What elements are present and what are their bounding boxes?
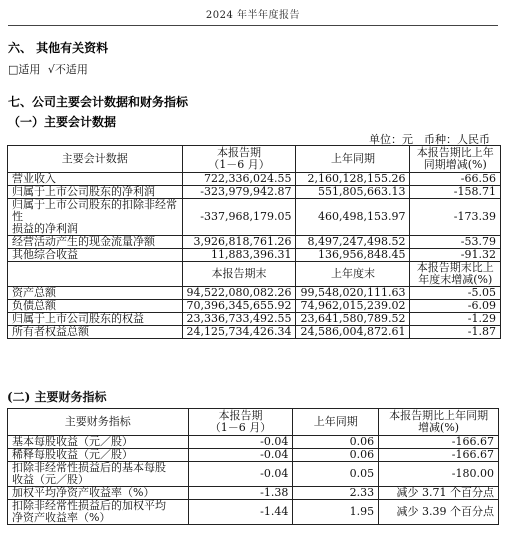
value-cell: -337,968,179.05 [182, 199, 296, 236]
value-cell: -53.79 [410, 236, 501, 249]
table-row [8, 449, 499, 462]
value-cell: -91.32 [410, 249, 501, 262]
row-label-cell: 所有者权益总额 [8, 326, 183, 339]
selected-option-label: 不适用 [54, 63, 88, 76]
table-row [8, 173, 501, 186]
table-row [8, 300, 501, 313]
table-row [8, 199, 501, 236]
value-cell: 136,956,848.45 [296, 249, 410, 262]
value-cell: 24,125,734,426.34 [182, 326, 296, 339]
value-cell: 23,641,580,789.52 [296, 313, 410, 326]
table-header-cell: 本报告期 （1－6 月） [188, 409, 293, 436]
not-applicable-option: □适用 [8, 63, 41, 76]
section-7-title: 七、公司主要会计数据和财务指标 [8, 95, 189, 109]
value-cell: 8,497,247,498.52 [296, 236, 410, 249]
row-label-cell: 资产总额 [8, 287, 183, 300]
table-row [8, 186, 501, 199]
table-row [8, 236, 501, 249]
value-cell: 24,586,004,872.61 [296, 326, 410, 339]
page-header-title: 2024 年半年度报告 [205, 10, 301, 21]
value-cell: 460,498,153.97 [296, 199, 410, 236]
row-label-cell: 扣除非经常性损益后的加权平均 净资产收益率（%） [8, 500, 189, 525]
value-cell: 74,962,015,239.02 [296, 300, 410, 313]
value-cell: -0.04 [188, 462, 293, 487]
row-label-cell: 稀释每股收益（元／股） [8, 449, 189, 462]
value-cell: 11,883,396.31 [182, 249, 296, 262]
table-header-cell: 本报告期末比上 年度末增减(%) [410, 262, 501, 287]
unit-currency-label: 单位：元 币种：人民币 [369, 133, 490, 146]
row-label-cell: 营业收入 [8, 173, 183, 186]
row-label-cell: 归属于上市公司股东的净利润 [8, 186, 183, 199]
value-cell: 3,926,818,761.26 [182, 236, 296, 249]
row-label-cell: 基本每股收益（元／股） [8, 436, 189, 449]
table-header-cell: 上年同期 [296, 146, 410, 173]
subsection-accounting-data-title: （一）主要会计数据 [8, 115, 117, 129]
value-cell: 722,336,024.55 [182, 173, 296, 186]
accounting-data-table [7, 145, 501, 339]
table-row [8, 249, 501, 262]
table-row [8, 500, 499, 525]
table-row [8, 313, 501, 326]
table-row [8, 436, 499, 449]
value-cell: -5.05 [410, 287, 501, 300]
value-cell: -1.38 [188, 487, 293, 500]
table-header-cell: 主要会计数据 [8, 146, 183, 173]
table-header-cell: 本报告期比上年 同期增减(%) [410, 146, 501, 173]
table-header-cell: 主要财务指标 [8, 409, 189, 436]
value-cell: -1.44 [188, 500, 293, 525]
table-header-cell: 本报告期比上年同期 增减(%) [379, 409, 499, 436]
value-cell: 70,396,345,655.92 [182, 300, 296, 313]
subsection-financial-indicators-title: (二) 主要财务指标 [7, 390, 107, 404]
value-cell: 0.06 [293, 449, 379, 462]
value-cell: -158.71 [410, 186, 501, 199]
table-subheader-row [8, 262, 501, 287]
table-header-cell: 上年同期 [293, 409, 379, 436]
value-cell: 0.05 [293, 462, 379, 487]
table-header-cell: 本报告期 （1－6 月） [182, 146, 296, 173]
table-header-row [8, 409, 499, 436]
value-cell: -0.04 [188, 449, 293, 462]
row-label-cell: 归属于上市公司股东的扣除非经常性 损益的净利润 [8, 199, 183, 236]
table-row [8, 287, 501, 300]
row-label-cell: 经营活动产生的现金流量净额 [8, 236, 183, 249]
value-cell: 2.33 [293, 487, 379, 500]
table-row [8, 326, 501, 339]
value-cell: 0.06 [293, 436, 379, 449]
value-cell: -180.00 [379, 462, 499, 487]
table-row [8, 462, 499, 487]
value-cell: -6.09 [410, 300, 501, 313]
table-header-cell [8, 262, 183, 287]
section-6-title: 六、 其他有关资料 [8, 41, 109, 55]
value-cell: 2,160,128,155.26 [296, 173, 410, 186]
value-cell: -166.67 [379, 436, 499, 449]
value-cell: 23,336,733,492.55 [182, 313, 296, 326]
row-label-cell: 加权平均净资产收益率（%） [8, 487, 189, 500]
value-cell: 551,805,663.13 [296, 186, 410, 199]
table-header-cell: 本报告期末 [182, 262, 296, 287]
value-cell: -66.56 [410, 173, 501, 186]
financial-indicators-table [7, 408, 499, 525]
row-label-cell: 扣除非经常性损益后的基本每股 收益（元／股） [8, 462, 189, 487]
value-cell: 94,522,080,082.26 [182, 287, 296, 300]
value-cell: -323,979,942.87 [182, 186, 296, 199]
row-label-cell: 负债总额 [8, 300, 183, 313]
value-cell: -1.29 [410, 313, 501, 326]
value-cell: 99,548,020,111.63 [296, 287, 410, 300]
table-header-cell: 上年度末 [296, 262, 410, 287]
applicability-options [8, 61, 88, 77]
value-cell: 减少 3.39 个百分点 [379, 500, 499, 525]
table-header-row [8, 146, 501, 173]
row-label-cell: 其他综合收益 [8, 249, 183, 262]
table-row [8, 487, 499, 500]
check-mark-icon: √ [47, 63, 55, 76]
value-cell: -1.87 [410, 326, 501, 339]
value-cell: 减少 3.71 个百分点 [379, 487, 499, 500]
value-cell: 1.95 [293, 500, 379, 525]
row-label-cell: 归属于上市公司股东的权益 [8, 313, 183, 326]
header-rule [8, 25, 498, 26]
value-cell: -166.67 [379, 449, 499, 462]
value-cell: -0.04 [188, 436, 293, 449]
value-cell: -173.39 [410, 199, 501, 236]
